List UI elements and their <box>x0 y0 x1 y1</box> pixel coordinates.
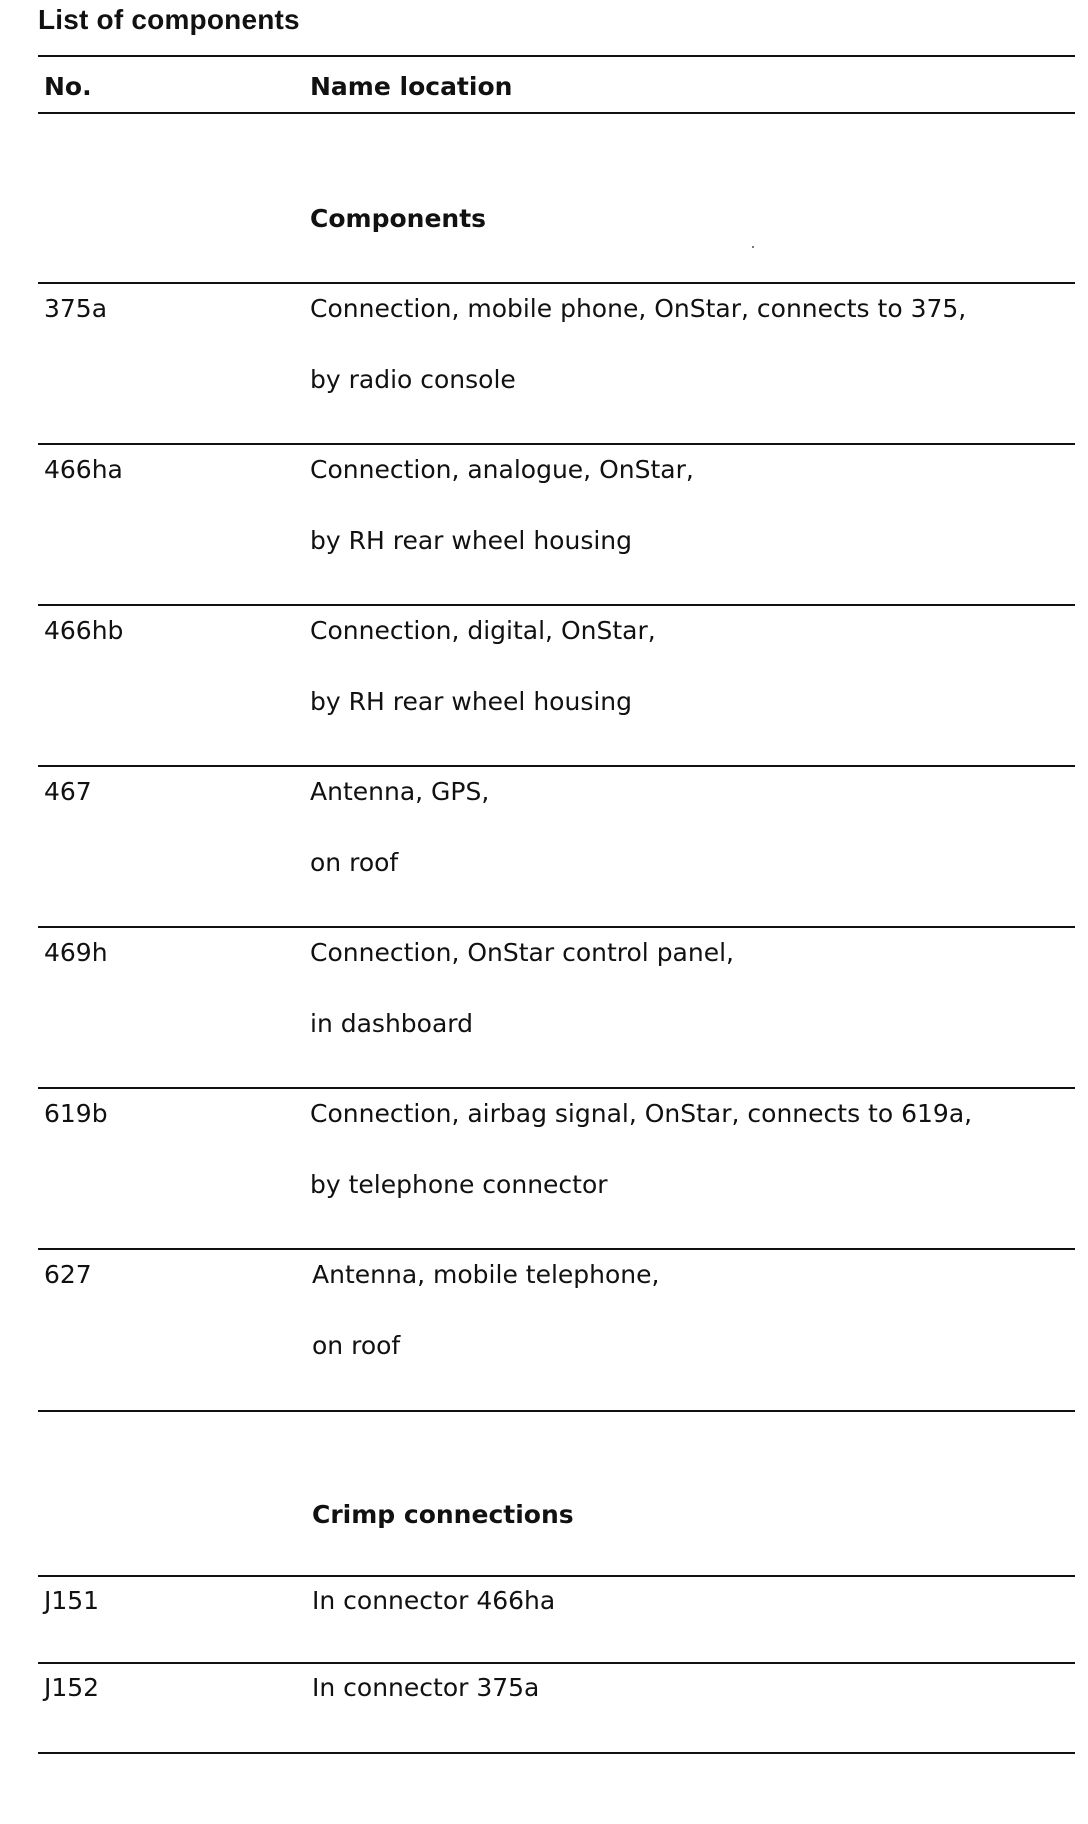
page-title: List of components <box>38 4 300 35</box>
section-rule <box>38 282 1075 284</box>
row-rule <box>38 1410 1075 1412</box>
component-number: 466ha <box>44 455 123 484</box>
component-name: Connection, OnStar control panel, <box>310 938 734 967</box>
component-number: 469h <box>44 938 108 967</box>
scan-speck <box>752 246 754 248</box>
crimp-location: In connector 466ha <box>312 1586 556 1615</box>
crimp-number: J152 <box>44 1673 100 1702</box>
component-location: on roof <box>310 848 399 877</box>
component-location: by RH rear wheel housing <box>310 687 632 716</box>
component-location: by RH rear wheel housing <box>310 526 632 555</box>
column-header-no: No. <box>44 72 92 101</box>
section-heading-crimp-connections: Crimp connections <box>312 1500 574 1529</box>
component-name: Connection, analogue, OnStar, <box>310 455 694 484</box>
section-heading-components: Components <box>310 204 487 233</box>
title-rule <box>38 55 1075 57</box>
component-number: 619b <box>44 1099 108 1128</box>
row-rule <box>38 1662 1075 1664</box>
component-location: by telephone connector <box>310 1170 608 1199</box>
row-rule <box>38 1248 1075 1250</box>
component-number: 627 <box>44 1260 92 1289</box>
component-name: Antenna, mobile telephone, <box>312 1260 660 1289</box>
row-rule <box>38 604 1075 606</box>
component-number: 467 <box>44 777 92 806</box>
column-header-name-location: Name location <box>310 72 513 101</box>
component-name: Antenna, GPS, <box>310 777 490 806</box>
row-rule <box>38 443 1075 445</box>
crimp-location: In connector 375a <box>312 1673 540 1702</box>
component-number: 466hb <box>44 616 124 645</box>
header-rule <box>38 112 1075 114</box>
component-location: by radio console <box>310 365 516 394</box>
row-rule <box>38 1752 1075 1754</box>
row-rule <box>38 1087 1075 1089</box>
component-number: 375a <box>44 294 108 323</box>
component-location: in dashboard <box>310 1009 473 1038</box>
crimp-number: J151 <box>44 1586 100 1615</box>
component-name: Connection, digital, OnStar, <box>310 616 656 645</box>
component-name: Connection, mobile phone, OnStar, connects to 375, <box>310 294 967 323</box>
row-rule <box>38 765 1075 767</box>
section-rule <box>38 1575 1075 1577</box>
component-location: on roof <box>312 1331 401 1360</box>
row-rule <box>38 926 1075 928</box>
component-name: Connection, airbag signal, OnStar, connects to 619a, <box>310 1099 973 1128</box>
